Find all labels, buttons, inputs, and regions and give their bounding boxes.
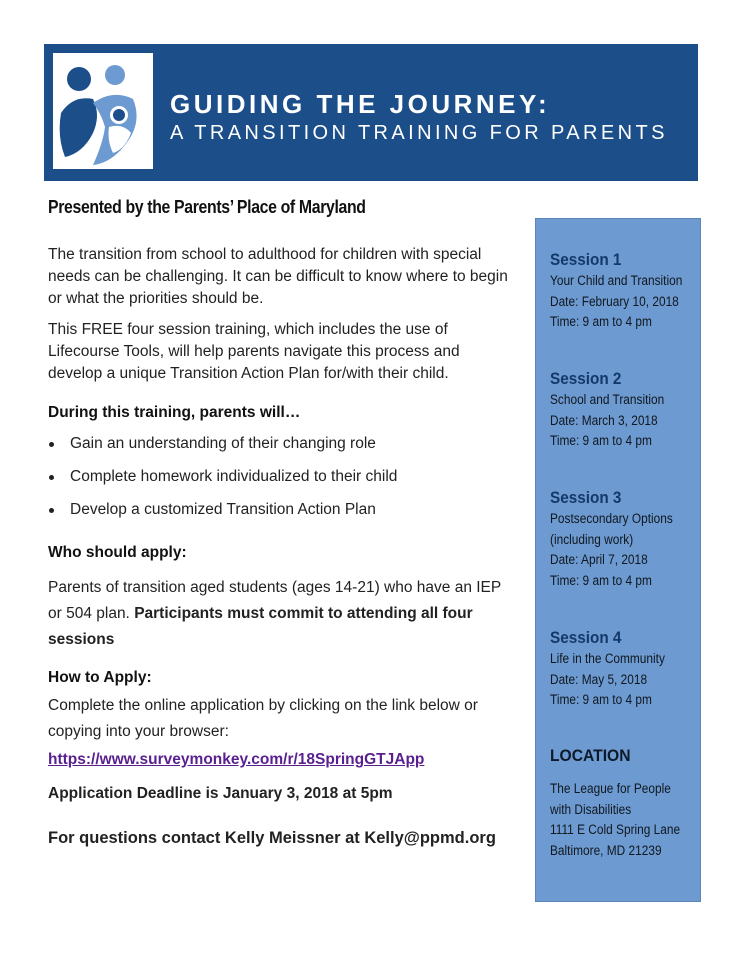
application-link[interactable]: https://www.surveymonkey.com/r/18SpringGTJApp: [48, 751, 425, 768]
session-sidebar: [535, 218, 701, 902]
session-2: [550, 368, 680, 452]
session-title: Session 1: [550, 250, 622, 269]
session-topic: Postsecondary Options: [550, 511, 673, 526]
session-date: Date: May 5, 2018: [550, 671, 648, 687]
session-date: Date: March 3, 2018: [550, 412, 658, 428]
session-title: Session 3: [550, 488, 622, 507]
session-1: [550, 249, 700, 333]
bullet-text: Gain an understanding of their changing role: [70, 435, 376, 452]
training-bullet-list: [48, 433, 518, 532]
bullet-text: Complete homework individualized to their child: [70, 468, 398, 485]
family-figures-icon: [53, 53, 153, 169]
banner-title: GUIDING THE JOURNEY:: [170, 89, 551, 119]
bullet-icon: [49, 508, 54, 513]
session-3: [550, 487, 690, 591]
contact-line: For questions contact Kelly Meissner at Kelly@ppmd.org: [48, 829, 496, 847]
location-line: with Disabilities: [550, 801, 632, 817]
who-emphasis: Participants must commit to attending all four sessions: [48, 605, 473, 648]
session-topic-note: (including work): [550, 531, 634, 547]
session-topic: School and Transition: [550, 392, 665, 407]
session-topic: Your Child and Transition: [550, 273, 683, 288]
apply-heading: How to Apply:: [48, 669, 152, 686]
training-heading: During this training, parents will…: [48, 404, 301, 421]
header-banner: [44, 44, 698, 181]
apply-text: Complete the online application by clicking on the link below or copying into your browser:: [48, 697, 478, 740]
banner-subtitle: A TRANSITION TRAINING FOR PARENTS: [170, 122, 668, 144]
session-title: Session 2: [550, 369, 622, 388]
who-text: Parents of transition aged students (ages 14-21) who have an IEP or 504 plan.: [48, 579, 501, 622]
intro-paragraph-2: This FREE four session training, which includes the use of Lifecourse Tools, will help parents navigate this process and develop a unique Transition Action Plan for/with their child.: [48, 321, 460, 382]
who-heading: Who should apply:: [48, 544, 187, 561]
location-title: LOCATION: [550, 746, 631, 765]
location-address: [550, 779, 698, 861]
bullet-text: Develop a customized Transition Action Plan: [70, 501, 376, 518]
session-time: Time: 9 am to 4 pm: [550, 572, 652, 588]
session-time: Time: 9 am to 4 pm: [550, 433, 652, 448]
who-paragraph: [48, 575, 518, 653]
session-date: Date: February 10, 2018: [550, 293, 679, 309]
application-deadline: Application Deadline is January 3, 2018 at 5pm: [48, 785, 393, 802]
location-line: Baltimore, MD 21239: [550, 842, 662, 858]
session-4: [550, 627, 681, 711]
session-time: Time: 9 am to 4 pm: [550, 692, 652, 707]
intro-paragraph-1: The transition from school to adulthood for children with special needs can be challenging. It can be difficult to know where to begin or what the priorities should be.: [48, 246, 508, 307]
list-item: [48, 433, 518, 466]
list-item: [48, 499, 518, 532]
logo: [53, 53, 153, 169]
bullet-icon: [49, 442, 54, 447]
session-title: Session 4: [550, 628, 622, 647]
session-date: Date: April 7, 2018: [550, 552, 648, 567]
main-content: [48, 244, 518, 849]
bullet-icon: [49, 475, 54, 480]
location-line: The League for People: [550, 781, 671, 796]
session-time: Time: 9 am to 4 pm: [550, 314, 652, 329]
presented-by: Presented by the Parents’ Place of Maryland: [48, 197, 366, 217]
session-topic: Life in the Community: [550, 651, 665, 666]
list-item: [48, 466, 518, 499]
location-line: 1111 E Cold Spring Lane: [550, 822, 681, 837]
